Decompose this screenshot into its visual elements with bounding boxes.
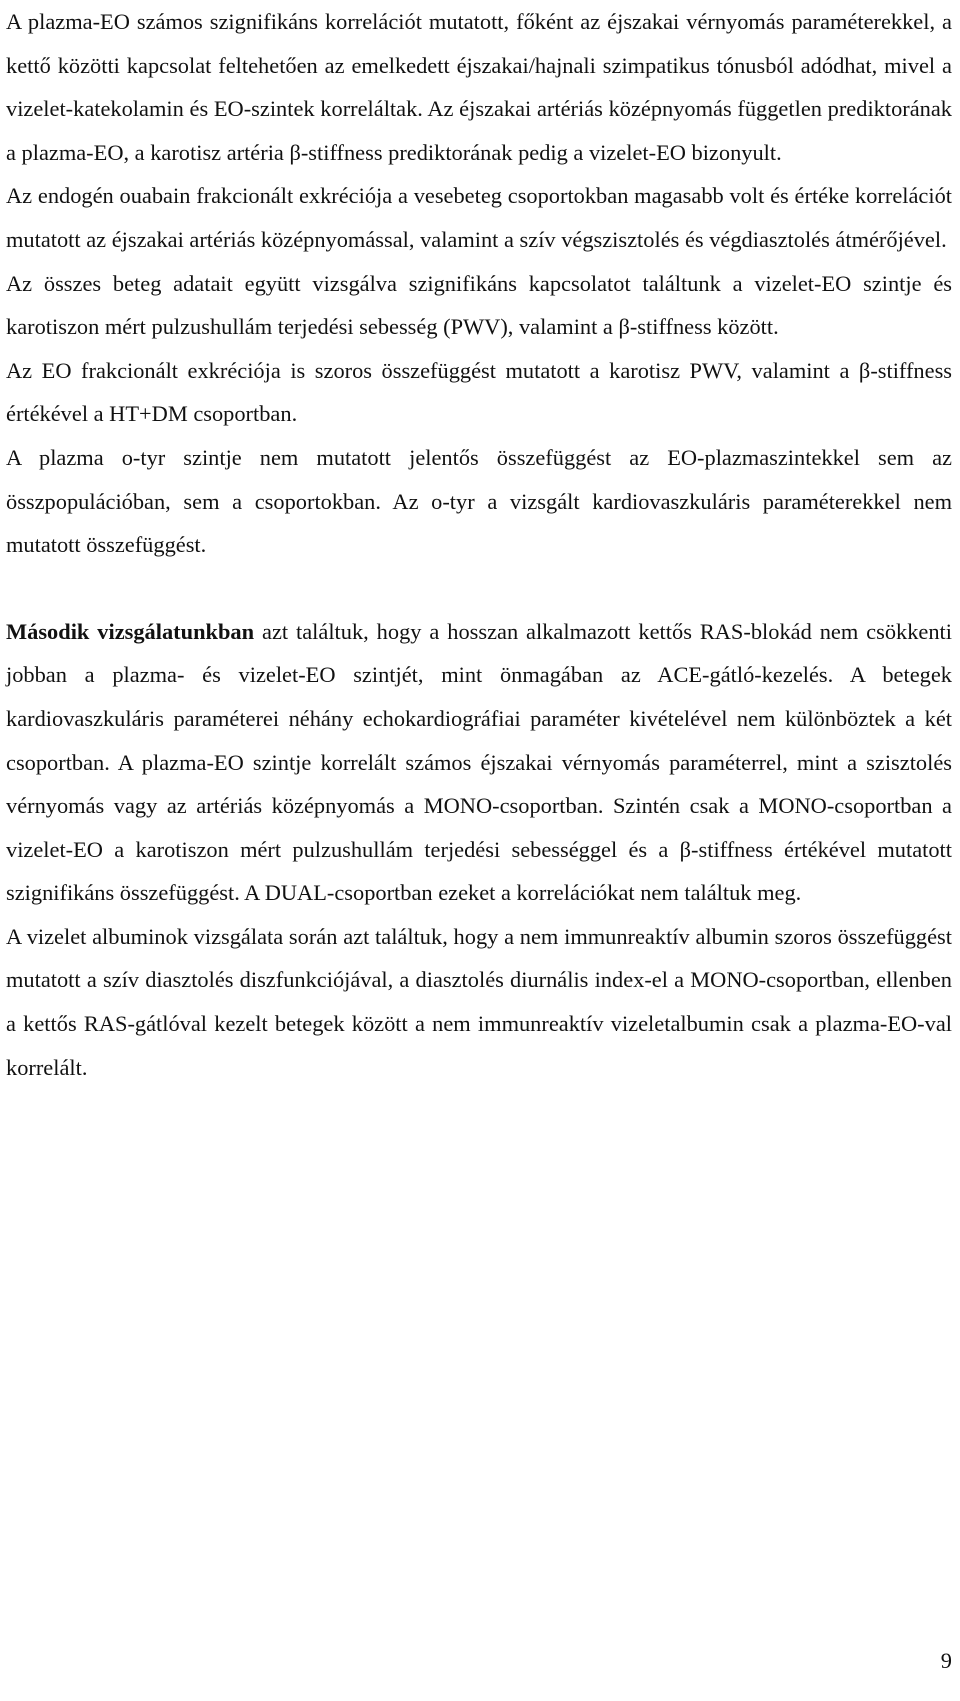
paragraph-second-study <box>6 610 952 915</box>
paragraph-urine-albumin: A vizelet albuminok vizsgálata során azt találtuk, hogy a nem immunreaktív albumin szoros összefüggést mutatott a szív diasztolés diszfunkciójával, a diasztolés diurnális index-el a MONO-csoportban, ellenben a kettős RAS-gátlóval kezelt betegek között a nem immunreaktív vizeletalbumin csak a plazma-EO-val korrelált. <box>6 923 952 1080</box>
paragraph-plasma-eo: A plazma-EO számos szignifikáns korrelációt mutatott, főként az éjszakai vérnyomás paraméterekkel, a kettő közötti kapcsolat feltehetően az emelkedett éjszakai/hajnali szimpatikus tónusból adódhat, mivel a vizelet-katekolamin és EO-szintek korreláltak. Az éjszakai artériás középnyomás független prediktorának a plazma-EO, a karotisz artéria β-stiffness prediktorának pedig a vizelet-EO bizonyult. <box>6 9 952 165</box>
document-body <box>6 0 952 1089</box>
paragraph-ouabain-excretion: Az endogén ouabain frakcionált exkréciója a vesebeteg csoportokban magasabb volt és értéke korrelációt mutatott az éjszakai artériás középnyomással, valamint a szív végszisztolés és végdiasztolés átmérőjével. <box>6 183 952 252</box>
page-number: 9 <box>940 1648 952 1673</box>
paragraph-eo-fractional-excretion: Az EO frakcionált exkréciója is szoros összefüggést mutatott a karotisz PWV, valamint a β-stiffness értékével a HT+DM csoportban. <box>6 357 952 427</box>
paragraph-all-patients: Az összes beteg adatait együtt vizsgálva szignifikáns kapcsolatot találtunk a vizelet-EO szintje és karotiszon mért pulzushullám terjedési sebesség (PWV), valamint a β-stiffness között. <box>6 270 952 340</box>
second-study-lead: Második vizsgálatunkban <box>6 618 255 644</box>
second-study-text: azt találtuk, hogy a hosszan alkalmazott kettős RAS-blokád nem csökkenti jobban a plazma- és vizelet-EO szintjét, mint önmagában az ACE-gátló-kezelés. A betegek kardiovaszkuláris paraméterei néhány echokardiográfiai paraméter kivételével nem különböztek a két csoportban. A plazma-EO szintje korrelált számos éjszakai vérnyomás paraméterrel, mint a szisztolés vérnyomás vagy az artériás középnyomás a MONO-csoportban. Szintén csak a MONO-csoportban a vizelet-EO a karotiszon mért pulzushullám terjedési sebességgel és a β-stiffness értékével mutatott szignifikáns összefüggést. A DUAL-csoportban ezeket a korrelációkat nem találtuk meg. <box>6 618 952 906</box>
paragraph-o-tyr: A plazma o-tyr szintje nem mutatott jelentős összefüggést az EO-plazmaszintekkel sem az összpopulációban, sem a csoportokban. Az o-tyr a vizsgált kardiovaszkuláris paraméterekkel nem mutatott összefüggést. <box>6 444 952 558</box>
